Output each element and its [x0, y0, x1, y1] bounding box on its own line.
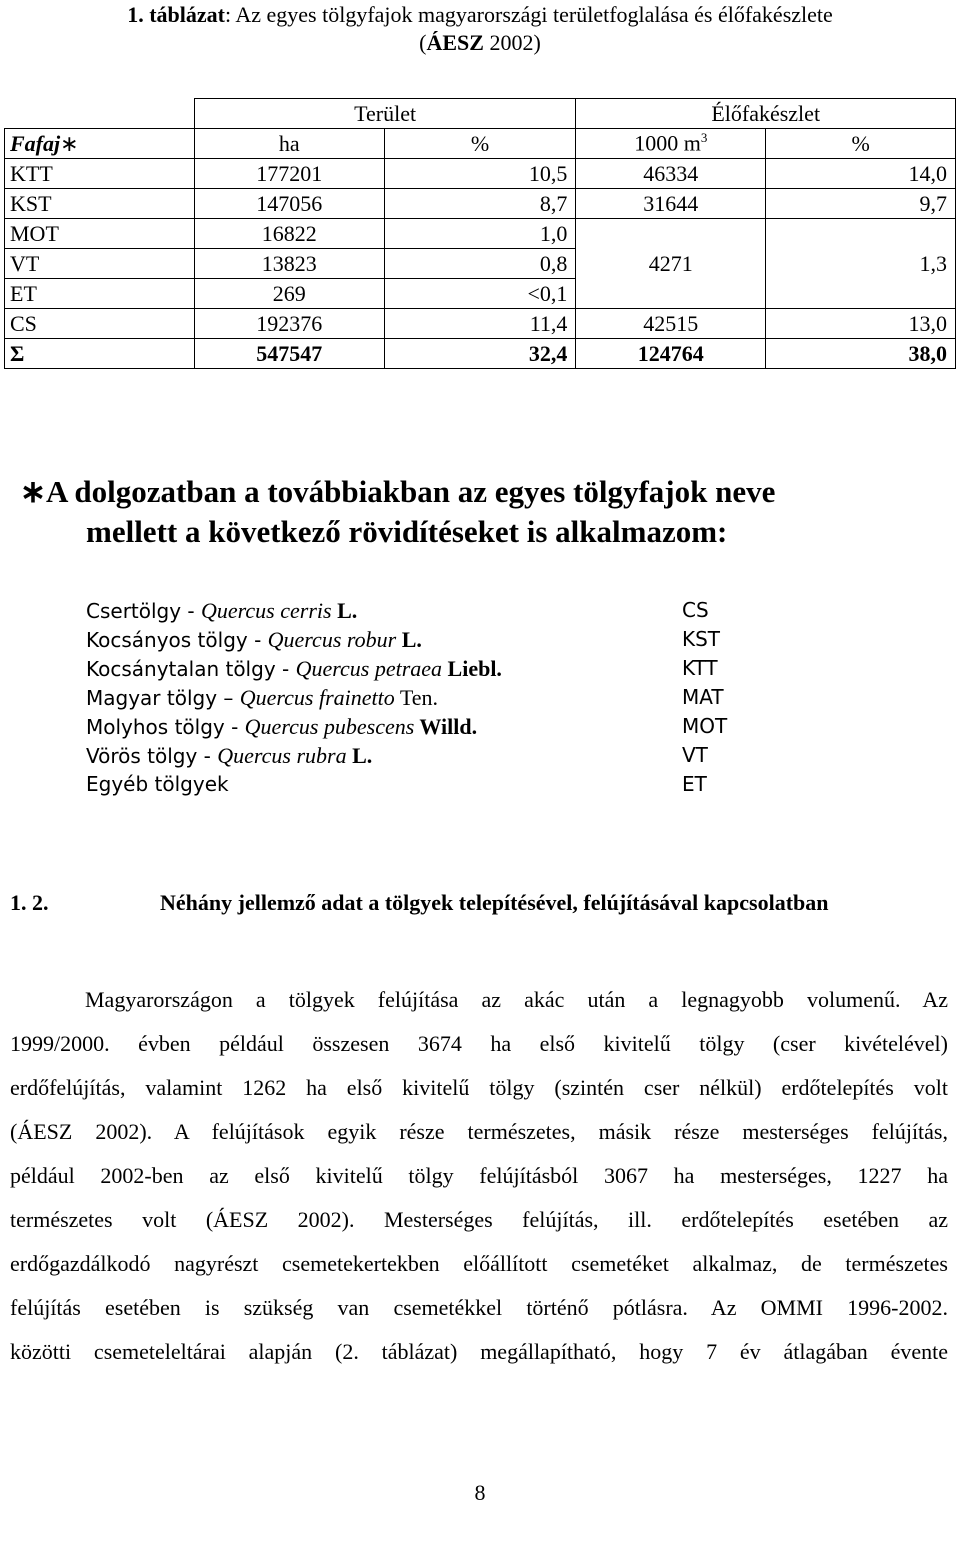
abbreviation-code: VT: [682, 743, 708, 767]
pct-cell: 10,5: [384, 159, 576, 189]
abbreviation-code: CS: [682, 598, 709, 622]
latin-name: Quercus rubra: [217, 743, 347, 768]
list-item: [86, 598, 709, 627]
volume-pct-cell: 14,0: [766, 159, 956, 189]
volume-cell: 46334: [576, 159, 766, 189]
volume-pct-cell: 13,0: [766, 309, 956, 339]
paragraph-line: Magyarországon a tölgyek felújítása az akác után a legnagyobb volumenű. Az: [85, 987, 948, 1012]
volume-pct-cell: 9,7: [766, 189, 956, 219]
common-name: Kocsánytalan tölgy -: [86, 657, 296, 681]
paragraph-line: (ÁESZ 2002). A felújítások egyik része természetes, másik része mesterséges felújítás,: [10, 1119, 948, 1144]
author: L.: [346, 743, 373, 768]
list-item: [86, 685, 724, 714]
table-row: [5, 309, 956, 339]
abbreviation-code: KST: [682, 627, 721, 651]
total-volume: 124764: [576, 339, 766, 369]
species-cell: KTT: [5, 159, 195, 189]
volume-pct-cell-merged: 1,3: [766, 219, 956, 309]
common-name: Molyhos tölgy -: [86, 715, 245, 739]
abbreviation-code: MAT: [682, 685, 724, 709]
ha-cell: 192376: [194, 309, 384, 339]
latin-name: Quercus frainetto: [239, 685, 395, 710]
paragraph-line: felújítás esetében is szükség van csemetékkel történő pótlásra. Az OMMI 1996-2002.: [10, 1295, 948, 1320]
species-cell: VT: [5, 249, 195, 279]
species-cell: KST: [5, 189, 195, 219]
author: Liebl.: [442, 656, 502, 681]
table-row: [5, 219, 956, 249]
paragraph-line: 1999/2000. évben például összesen 3674 ha első kivitelű tölgy (cser kivételével): [10, 1031, 948, 1056]
common-name: Csertölgy -: [86, 599, 202, 623]
table-row: [5, 159, 956, 189]
species-cell: MOT: [5, 219, 195, 249]
ha-cell: 177201: [194, 159, 384, 189]
total-volume-pct: 38,0: [766, 339, 956, 369]
total-pct: 32,4: [384, 339, 576, 369]
volume-header-sup: 3: [700, 130, 708, 146]
table-group-header: [5, 99, 956, 129]
ha-cell: 269: [194, 279, 384, 309]
latin-name: Quercus pubescens: [244, 714, 415, 739]
total-label: Σ: [5, 339, 195, 369]
section-title: Néhány jellemző adat a tölgyek telepítésével, felújításával kapcsolatban: [160, 890, 829, 915]
species-header: [5, 129, 195, 159]
list-item: [86, 772, 707, 801]
common-name: Egyéb tölgyek: [86, 772, 229, 796]
common-name: Magyar tölgy –: [86, 686, 240, 710]
group-stock-header: Élőfakészlet: [576, 99, 956, 129]
pct1-header: %: [384, 129, 576, 159]
abbreviation-code: MOT: [682, 714, 728, 738]
ha-cell: 16822: [194, 219, 384, 249]
author: Ten.: [394, 685, 439, 710]
list-item: [86, 743, 708, 772]
species-cell: CS: [5, 309, 195, 339]
paragraph-line: erdőfelújítás, valamint 1262 ha első kivitelű tölgy (szintén cser nélkül) erdőtelepítés volt: [10, 1075, 948, 1100]
ha-cell: 147056: [194, 189, 384, 219]
pct-cell: 11,4: [384, 309, 576, 339]
list-item: [86, 656, 718, 685]
paragraph-line: közötti csemeteleltárai alapján (2. táblázat) megállapítható, hogy 7 év átlagában évente: [10, 1339, 948, 1364]
paragraph-line: természetes volt (ÁESZ 2002). Mesterséges felújítás, ill. erdőtelepítés esetében az: [10, 1207, 948, 1232]
group-area-header: Terület: [194, 99, 576, 129]
pct-cell: 1,0: [384, 219, 576, 249]
list-item: [86, 714, 728, 743]
pct-cell: 8,7: [384, 189, 576, 219]
ha-header: ha: [194, 129, 384, 159]
volume-cell: 31644: [576, 189, 766, 219]
caption-text: : Az egyes tölgyfajok magyarországi területfoglalása és élőfakészlete: [224, 2, 833, 27]
ha-cell: 13823: [194, 249, 384, 279]
page-number: 8: [474, 1480, 486, 1505]
author: L.: [396, 627, 422, 652]
note-line-1: ∗A dolgozatban a továbbiakban az egyes tölgyfajok neve: [20, 474, 776, 509]
author: Willd.: [414, 714, 478, 739]
abbreviation-code: KTT: [682, 656, 718, 680]
volume-header-text: 1000 m: [634, 130, 701, 156]
pct-cell: 0,8: [384, 249, 576, 279]
table-total-row: [5, 339, 956, 369]
author: L.: [331, 598, 358, 623]
pct2-header: %: [766, 129, 956, 159]
species-header-text: Fafaj: [10, 130, 61, 156]
common-name: Kocsányos tölgy -: [86, 628, 268, 652]
volume-header: [576, 129, 766, 159]
caption-label: 1. táblázat: [127, 2, 225, 27]
volume-cell: 42515: [576, 309, 766, 339]
common-name: Vörös tölgy -: [86, 744, 218, 768]
pct-cell: <0,1: [384, 279, 576, 309]
section-number: 1. 2.: [10, 890, 49, 915]
caption-source-bold: ÁESZ: [426, 30, 484, 55]
volume-cell-merged: 4271: [576, 219, 766, 309]
latin-name: Quercus petraea: [295, 656, 443, 681]
species-table: [4, 98, 956, 369]
note-line-2: mellett a következő rövidítéseket is alkalmazom:: [86, 514, 728, 549]
latin-name: Quercus robur: [267, 627, 397, 652]
list-item: [86, 627, 721, 656]
body-paragraph: [10, 978, 948, 1374]
abbreviation-code: ET: [682, 772, 707, 796]
asterisk-mark: ∗: [60, 130, 79, 156]
species-cell: ET: [5, 279, 195, 309]
table-column-header: [5, 129, 956, 159]
paragraph-line: erdőgazdálkodó nagyrészt csemetekertekben előállított csemetéket alkalmaz, de természetes: [10, 1251, 948, 1276]
total-ha: 547547: [194, 339, 384, 369]
latin-name: Quercus cerris: [201, 598, 332, 623]
caption-source-open: (: [419, 30, 427, 55]
table-row: [5, 189, 956, 219]
paragraph-line: például 2002-ben az első kivitelű tölgy felújításból 3067 ha mesterséges, 1227 ha: [10, 1163, 948, 1188]
caption-source-rest: 2002): [483, 30, 541, 55]
